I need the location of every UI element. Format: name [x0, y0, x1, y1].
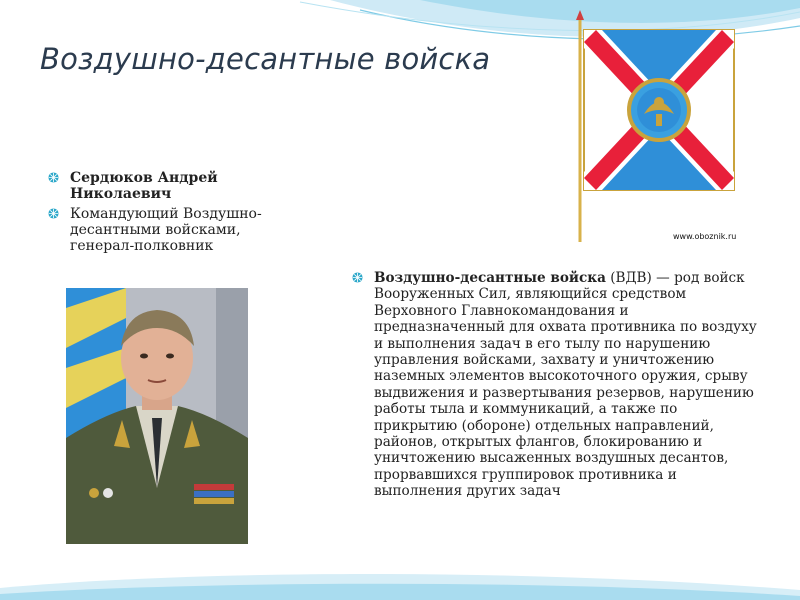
slide-title: Воздушно-десантные войска — [40, 42, 491, 76]
bottom-wave-decoration — [0, 560, 800, 600]
description-text: (ВДВ) — род войск Вооруженных Сил, являющийся средством Верховного Главнокомандования и предназначенный для охвата противника по воздуху и выполнения задач в его тылу по нарушению управления войсками, захвату и уничтожению наземных элементов высокоточного оружия, срыву выдвижения и развертывания резервов, нарушению работы тыла и коммуникаций, а также по прикрытию (обороне) отдельных направлений, районов, открытых флангов, блокированию и уничтожению высаженных воздушных десантов, прорвавшихся группировок противника и выполнения других задач — [374, 270, 757, 500]
list-item — [46, 206, 301, 254]
flag-image — [564, 10, 764, 250]
description-list — [350, 270, 760, 500]
list-item — [46, 170, 301, 202]
commander-position: Командующий Воздушно-десантными войсками, генерал-полковник — [70, 206, 262, 254]
bullet-icon — [48, 208, 59, 219]
commander-name: Сердюков Андрей Николаевич — [70, 170, 218, 202]
list-item — [350, 270, 760, 500]
commander-info-list — [46, 170, 301, 258]
flag-caption: www.oboznik.ru — [673, 232, 737, 241]
bullet-icon — [48, 172, 59, 183]
general-portrait-icon — [66, 288, 248, 544]
bullet-icon — [352, 272, 363, 283]
airborne-troops-flag-icon — [564, 10, 764, 250]
description-term: Воздушно-десантные войска — [374, 270, 606, 286]
